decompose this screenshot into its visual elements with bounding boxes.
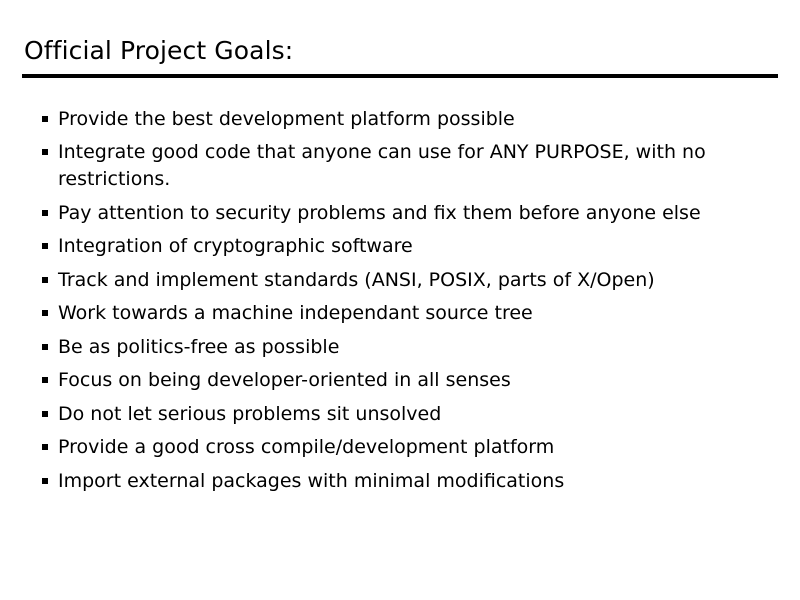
- square-bullet-icon: [42, 210, 48, 216]
- square-bullet-icon: [42, 310, 48, 316]
- list-item-label: Do not let serious problems sit unsolved: [58, 402, 442, 425]
- list-item: [40, 300, 770, 327]
- list-item: [40, 200, 770, 227]
- list-item: [40, 367, 770, 394]
- square-bullet-icon: [42, 277, 48, 283]
- list-item-label: Provide a good cross compile/development platform: [58, 436, 555, 459]
- list-item: [40, 401, 770, 428]
- list-item-label: Provide the best development platform possible: [58, 108, 515, 130]
- square-bullet-icon: [42, 411, 48, 417]
- square-bullet-icon: [42, 377, 48, 383]
- list-item-label: Integration of cryptographic software: [58, 235, 413, 258]
- list-item: [40, 106, 770, 133]
- list-item-label: Focus on being developer-oriented in all senses: [58, 369, 511, 392]
- list-item: [40, 139, 770, 193]
- list-item-label: Integrate good code that anyone can use for ANY PURPOSE, with no restrictions.: [58, 141, 706, 191]
- square-bullet-icon: [42, 116, 48, 122]
- square-bullet-icon: [42, 344, 48, 350]
- list-item: [40, 434, 770, 461]
- list-item-label: Pay attention to security problems and fix them before anyone else: [58, 201, 701, 224]
- square-bullet-icon: [42, 243, 48, 249]
- title-divider: [22, 74, 778, 78]
- list-item: [40, 334, 770, 361]
- list-item-label: Work towards a machine independant source tree: [58, 302, 533, 325]
- list-item: [40, 468, 770, 495]
- list-item: [40, 267, 770, 294]
- square-bullet-icon: [42, 478, 48, 484]
- list-item-label: Be as politics-free as possible: [58, 335, 340, 358]
- bullet-list: [40, 106, 770, 501]
- list-item-label: Import external packages with minimal modifications: [58, 469, 565, 492]
- list-item: [40, 233, 770, 260]
- list-item-label: Track and implement standards (ANSI, POSIX, parts of X/Open): [58, 268, 655, 291]
- page-title: Official Project Goals:: [24, 36, 294, 65]
- square-bullet-icon: [42, 444, 48, 450]
- square-bullet-icon: [42, 149, 48, 155]
